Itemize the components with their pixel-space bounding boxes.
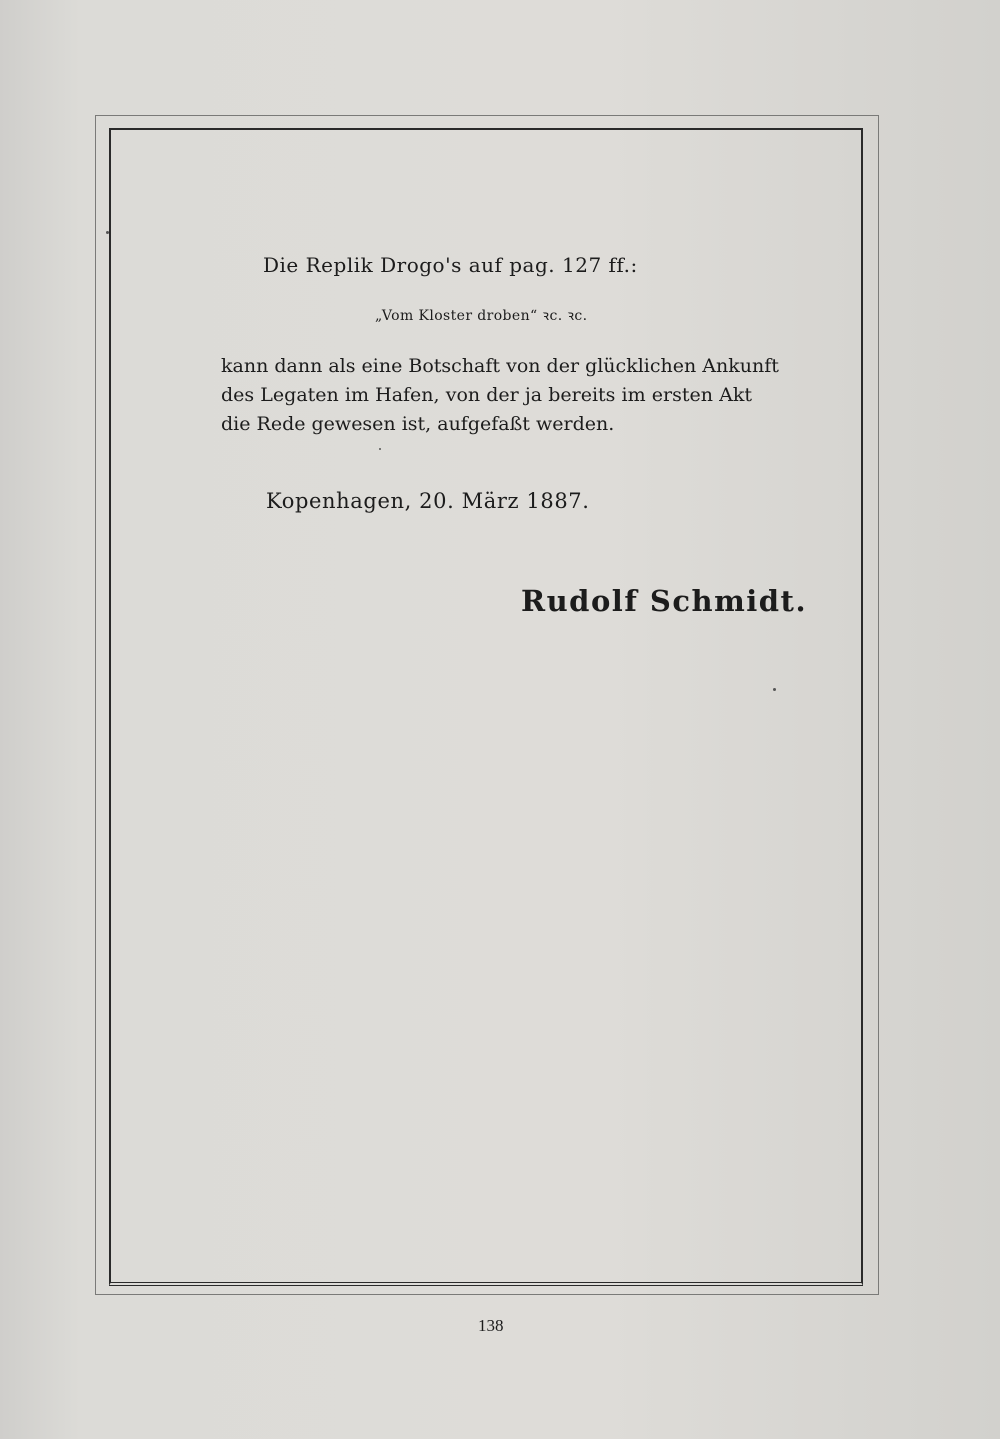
intro-line: Die Replik Drogo's auf pag. 127 ff.: xyxy=(263,253,638,277)
print-speck xyxy=(106,231,109,234)
paragraph-line: kann dann als eine Botschaft von der glücklichen Ankunft xyxy=(221,355,779,377)
page-number: 138 xyxy=(478,1316,504,1335)
place-date-line: Kopenhagen, 20. März 1887. xyxy=(266,489,590,513)
print-speck xyxy=(379,448,381,450)
inner-border xyxy=(109,128,863,1286)
signature: Rudolf Schmidt. xyxy=(521,584,808,618)
print-speck xyxy=(773,688,776,691)
paragraph-line: die Rede gewesen ist, aufgefaßt werden. xyxy=(221,413,615,435)
body-paragraph xyxy=(221,352,779,439)
paragraph-line: des Legaten im Hafen, von der ja bereits im ersten Akt xyxy=(221,384,752,406)
quote-line: „Vom Kloster droben“ ꝛc. ꝛc. xyxy=(375,308,588,324)
